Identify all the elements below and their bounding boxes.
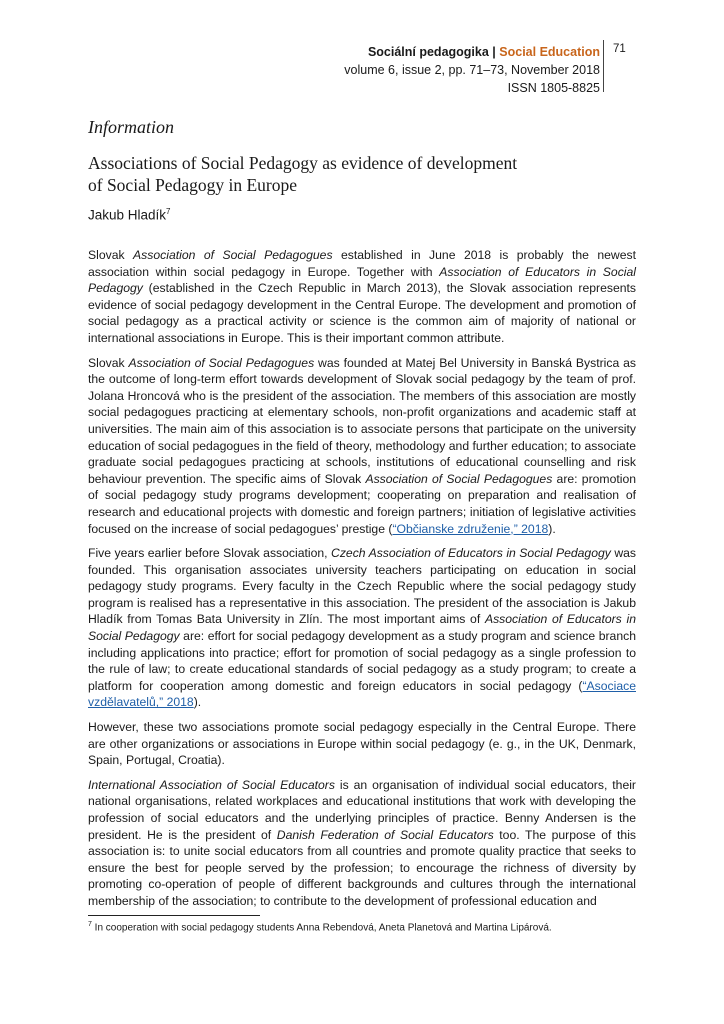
text: ).	[548, 521, 556, 536]
author-name: Jakub Hladík	[88, 207, 167, 223]
text: is an organisation of individual social educators, their national organisations, related workplaces and educational institutions that work with developing the profession of social educators and the underlying principles of practice. Benny Andersen is the president. He is the president of	[88, 777, 636, 842]
paragraph-1	[88, 247, 636, 347]
citation-link[interactable]: “Asociace vzdělavatelů,” 2018	[88, 678, 636, 710]
journal-title-cz: Sociální pedagogika	[367, 45, 489, 59]
text: Five years earlier before Slovak association,	[88, 546, 332, 561]
title-line-1: Associations of Social Pedagogy as evidence of development	[88, 153, 518, 173]
article-title	[88, 152, 608, 196]
footnote	[88, 921, 552, 933]
text: Slovak	[88, 355, 129, 370]
author	[88, 207, 171, 223]
issn-line: ISSN 1805-8825	[507, 81, 600, 95]
text: are: effort for social pedagogy development as a study program and science branch including applications into practice; effort for promotion of social pedagogy as a single profession to the rule of law; to create educational standards of social pedagogy as a study program; to create a platform for cooperation among domestic and foreign educators in social pedagogy (	[88, 629, 636, 693]
title-line-2: of Social Pedagogy in Europe	[88, 175, 297, 195]
footnote-mark: 7	[88, 921, 92, 928]
author-footnote-mark: 7	[166, 207, 171, 216]
paragraph-4: However, these two associations promote social pedagogy especially in the Central Europe. There are other organizations or associations in Europe within social pedagogy (e. g., in the UK, Denmark, Spain, Portugal, Croatia).	[88, 720, 636, 768]
text: ).	[193, 695, 202, 710]
paragraph-3	[88, 545, 636, 711]
page-number: 71	[613, 43, 626, 55]
section-label: Information	[88, 117, 175, 137]
article-body	[88, 247, 636, 918]
association-name: Association of Educators in Social Pedagogy	[88, 264, 636, 296]
header-divider	[603, 40, 604, 92]
paragraph-5	[88, 777, 636, 910]
journal-title-en: Social Education	[499, 45, 600, 59]
footnote-divider	[88, 915, 260, 916]
text: Slovak	[88, 248, 134, 262]
association-name: Association of Social Pedagogues	[365, 471, 553, 486]
association-name: Association of Social Pedagogues	[133, 248, 333, 262]
paragraph-2	[88, 355, 636, 538]
journal-header	[344, 43, 600, 97]
citation-link[interactable]: “Občianske združenie,” 2018	[392, 521, 549, 536]
association-name: Danish Federation of Social Educators	[276, 827, 494, 842]
volume-line: volume 6, issue 2, pp. 71–73, November 2018	[344, 63, 600, 77]
association-name: Czech Association of Educators in Social Pedagogy	[331, 546, 611, 561]
text: was founded at Matej Bel University in Banská Bystrica as the outcome of long-term effort towards development of Slovak social pedagogy by the team of prof. Jolana Hroncová who is the president of the association. The members of this association are mostly social pedagogues practicing at elementary schools, non-profit organizations and academic staff at universities. The main aim of this association is to associate persons that participate on the university education of social pedagogues in the field of theory, methodology and further education; to associate graduate social pedagogues practicing at schools, institutions of educational counselling and risk behaviour prevention. The specific aims of Slovak	[88, 355, 636, 486]
footnote-text: In cooperation with social pedagogy students Anna Rebendová, Aneta Planetová and Martina Lipárová.	[91, 922, 552, 934]
association-name: Association of Social Pedagogues	[128, 355, 315, 370]
text: established in June 2018 is probably the newest association within social pedagogy in Europe. Together with	[88, 248, 636, 279]
text: too. The purpose of this association is: to unite social educators from all countries and promote quality practice that seeks to ensure the best for people served by the profession; to encourage the richness of diversity by promoting co-operation of people of different backgrounds and cultures through the international membership of the association; to contribute to the development of professional education and	[88, 827, 636, 908]
text: are: promotion of social pedagogy study programs development; cooperating on preparation and realisation of research and educational projects with domestic and foreign partners; initiation of legislative activities focused on the increase of social pedagogues’ prestige (	[88, 471, 636, 536]
text: was founded. This organisation associates university teachers participating on education in social pedagogy study programs. Every faculty in the Czech Republic where the social pedagogy study program is realised has a representative in this association. The president of the association is Jakub Hladík from Tomas Bata University in Zlín. The most important aims of	[88, 546, 637, 627]
association-name: International Association of Social Educators	[88, 777, 335, 792]
title-separator: |	[492, 45, 496, 59]
text: (established in the Czech Republic in March 2013), the Slovak association represents evidence of social pedagogy development in the Central Europe. The development and promotion of social pedagogy as a practical activity or science is the common aim of majority of national or international associations in Europe. This is their important common attribute.	[88, 281, 636, 345]
association-name: Association of Educators in Social Pedagogy	[88, 612, 636, 644]
journal-title-line	[344, 43, 600, 61]
